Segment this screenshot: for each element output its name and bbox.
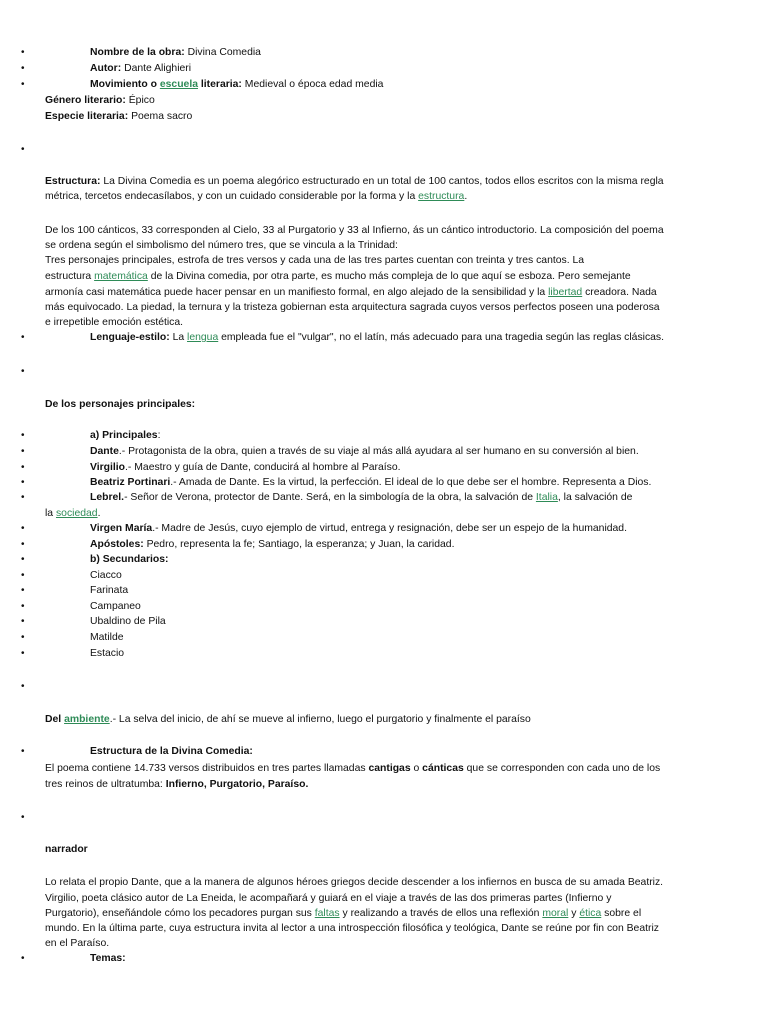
movement-label-b: literaria: (200, 79, 242, 90)
bullet: • (21, 446, 25, 457)
character-name: Virgen María (90, 523, 153, 534)
bullet: • (21, 523, 25, 534)
bullet: • (21, 616, 25, 627)
character-name: Dante (90, 446, 119, 457)
genre-line (45, 94, 155, 108)
faltas-link[interactable]: faltas (314, 908, 340, 919)
setting-text: .- La selva del inicio, de ahí se mueve al infierno, luego el purgatorio y finalmente el paraíso (109, 714, 531, 725)
character-desc: - Señor de Verona, protector de Dante. Será, en la simbología de la obra, la salvación de (124, 492, 534, 503)
italia-link[interactable]: Italia (535, 492, 558, 503)
structure2-text: o (413, 763, 420, 774)
bullet: • (21, 681, 25, 692)
narrator-line-4: mundo. En la última parte, cuya estructura invita al lector a una introspección filosófica y teológica, Dante se reúne por fin con Beatriz (45, 923, 659, 934)
style-text: La (172, 332, 185, 343)
genre-label: Género literario: (45, 95, 126, 106)
punctuation: . (97, 508, 101, 519)
structure-text: estructura (45, 271, 92, 282)
character-desc: .- Amada de Dante. Es la virtud, la perfección. El ideal de lo que debe ser el hombre. Representa a Dios. (170, 477, 652, 488)
secondary-character: Ciacco (90, 570, 122, 581)
character-name: Apóstoles: (90, 539, 144, 550)
structure-p2-line-3: Tres personajes principales, estrofa de tres versos y cada una de las tres partes cuentan con treinta y tres cantos. La (45, 255, 585, 266)
work-title-line (90, 46, 261, 60)
work-title-value: Divina Comedia (187, 47, 261, 58)
narrator-line-1: Lo relata el propio Dante, que a la manera de algunos héroes griegos decide descender a los infiernos en busca de su amada Beatriz. (45, 877, 664, 888)
bullet: • (21, 332, 25, 343)
character-virgilio (90, 461, 401, 475)
author-line (90, 62, 191, 76)
structure2-text: El poema contiene 14.733 versos distribuidos en tres partes llamadas (45, 763, 366, 774)
heading-text: De los personajes principales: (45, 399, 196, 410)
setting-label: Del (45, 714, 62, 725)
character-name: Lebrel. (90, 492, 125, 503)
lengua-link[interactable]: lengua (187, 332, 219, 343)
libertad-link[interactable]: libertad (548, 287, 583, 298)
genre-value: Épico (128, 95, 155, 106)
narrator-text: y (571, 908, 577, 919)
bullet: • (21, 462, 25, 473)
character-desc: la (45, 508, 54, 519)
bullet: • (21, 585, 25, 596)
punctuation: : (157, 430, 161, 441)
species-label: Especie literaria: (45, 111, 129, 122)
structure-p2-line-4 (45, 270, 631, 284)
sociedad-link[interactable]: sociedad (55, 508, 98, 519)
movement-value: Medieval o época edad media (244, 79, 384, 90)
structure2-text: tres reinos de ultratumba: (45, 779, 163, 790)
structure2-text: que se corresponden con cada uno de los (466, 763, 661, 774)
structure-text: La Divina Comedia es un poema alegórico estructurado en un total de 100 cantos, todos ellos escritos con la misma regla (103, 176, 664, 187)
themes-label: Temas: (90, 953, 126, 964)
heading-text: narrador (45, 844, 88, 855)
bullet: • (21, 366, 25, 377)
narrator-line-5: en el Paraíso. (45, 938, 110, 949)
bullet: • (21, 492, 25, 503)
species-value: Poema sacro (131, 111, 193, 122)
secondary-character: Campaneo (90, 601, 141, 612)
narrator-text: y realizando a través de ellos una reflexión (342, 908, 540, 919)
structure-text: armonía casi matemática puede hacer pensar en un manifiesto formal, en algo alejado de la sensibilidad y la (45, 287, 546, 298)
structure-p2-line-7: e irrepetible emoción estética. (45, 317, 184, 328)
structure-label: Estructura: (45, 176, 101, 187)
bullet: • (21, 601, 25, 612)
character-beatriz (90, 476, 651, 490)
movement-line (90, 78, 383, 92)
species-line (45, 110, 192, 124)
structure2-heading (90, 745, 253, 759)
bullet: • (21, 648, 25, 659)
character-desc: .- Maestro y guía de Dante, conducirá al hombre al Paraíso. (125, 462, 401, 473)
bullet: • (21, 812, 25, 823)
etica-link[interactable]: ética (579, 908, 602, 919)
structure-p2-line-5 (45, 286, 657, 300)
character-desc: , la salvación de (557, 492, 633, 503)
bullet: • (21, 477, 25, 488)
structure-p2-line-6: más equivocado. La piedad, la ternura y la tristeza gobiernan esta arquitectura sagrada cuyos versos perfectos poseen una poderosa (45, 302, 660, 313)
structure-p2-line-2: se ordena según el simbolismo del número tres, que se vincula a la Trinidad: (45, 240, 398, 251)
setting-line (45, 713, 531, 727)
character-virgen (90, 522, 627, 536)
character-desc: .- Protagonista de la obra, quien a través de su viaje al más allá ayudara al ser humano en su conversión al bien. (118, 446, 639, 457)
narrator-line-3 (45, 907, 641, 921)
structure-text: de la Divina comedia, por otra parte, es mucho más compleja de lo que aquí se esboza. Pero semejante (150, 271, 631, 282)
bullet: • (21, 539, 25, 550)
bold-term: cánticas (422, 763, 464, 774)
themes-line (90, 952, 126, 966)
secondary-character: Estacio (90, 648, 125, 659)
work-title-label: Nombre de la obra: (90, 47, 185, 58)
estructura-link[interactable]: estructura (418, 191, 465, 202)
movement-link[interactable]: escuela (159, 79, 198, 90)
character-desc: Pedro, representa la fe; Santiago, la esperanza; y Juan, la caridad. (146, 539, 455, 550)
character-name: Virgilio (90, 462, 126, 473)
principales-label: a) Principales (90, 430, 158, 441)
characters-heading (45, 398, 195, 412)
structure2-line-2 (45, 778, 308, 792)
structure-line-2 (45, 190, 467, 204)
bullet: • (21, 953, 25, 964)
character-lebrel (90, 491, 632, 505)
structure-text: métrica, tercetos endecasílabos, y con un cuidado considerable por la forma y la (45, 191, 416, 202)
bullet: • (21, 746, 25, 757)
narrator-line-2: Virgilio, poeta clásico autor de La Eneida, le acompañará y guiará en el viaje a través de las dos primeras partes (Infierno y (45, 893, 612, 904)
character-apostoles (90, 538, 454, 552)
secondary-character: Ubaldino de Pila (90, 616, 166, 627)
narrator-text: Purgatorio), enseñándole cómo los pecadores purgan sus (45, 908, 312, 919)
character-name: Beatriz Portinari (90, 477, 171, 488)
style-line (90, 331, 664, 345)
bullet: • (21, 570, 25, 581)
style-text: empleada fue el "vulgar", no el latín, más adecuado para una tragedia según las reglas clásicas. (221, 332, 665, 343)
bullet: • (21, 79, 25, 90)
secondary-character: Matilde (90, 632, 124, 643)
structure-p2-line-1: De los 100 cánticos, 33 corresponden al Cielo, 33 al Purgatorio y 33 al Infierno, ás un cántico introductorio. La composición del poema (45, 225, 664, 236)
style-label: Lenguaje-estilo: (90, 332, 170, 343)
bullet: • (21, 63, 25, 74)
ambiente-link[interactable]: ambiente (64, 714, 110, 725)
character-lebrel-cont (45, 507, 100, 521)
structure2-line-1 (45, 762, 660, 776)
author-value: Dante Alighieri (124, 63, 192, 74)
narrator-text: sobre el (604, 908, 642, 919)
structure-line-1 (45, 175, 664, 189)
moral-link[interactable]: moral (542, 908, 569, 919)
bullet: • (21, 144, 25, 155)
author-label: Autor: (90, 63, 122, 74)
secundarios-line (90, 553, 169, 567)
principales-line (90, 429, 160, 443)
bullet: • (21, 554, 25, 565)
heading-text: Estructura de la Divina Comedia: (90, 746, 253, 757)
bold-term: cantigas (368, 763, 411, 774)
character-desc: .- Madre de Jesús, cuyo ejemplo de virtud, entrega y resignación, debe ser un espejo de la humanidad. (152, 523, 627, 534)
punctuation: . (464, 191, 468, 202)
secondary-character: Farinata (90, 585, 129, 596)
bold-term: Infierno, Purgatorio, Paraíso. (165, 779, 309, 790)
matematica-link[interactable]: matemática (94, 271, 148, 282)
movement-label-a: Movimiento o (90, 79, 157, 90)
structure-text: creadora. Nada (585, 287, 657, 298)
bullet: • (21, 47, 25, 58)
bullet: • (21, 632, 25, 643)
narrator-heading (45, 843, 88, 857)
bullet: • (21, 430, 25, 441)
secundarios-label: b) Secundarios: (90, 554, 169, 565)
character-dante (90, 445, 639, 459)
